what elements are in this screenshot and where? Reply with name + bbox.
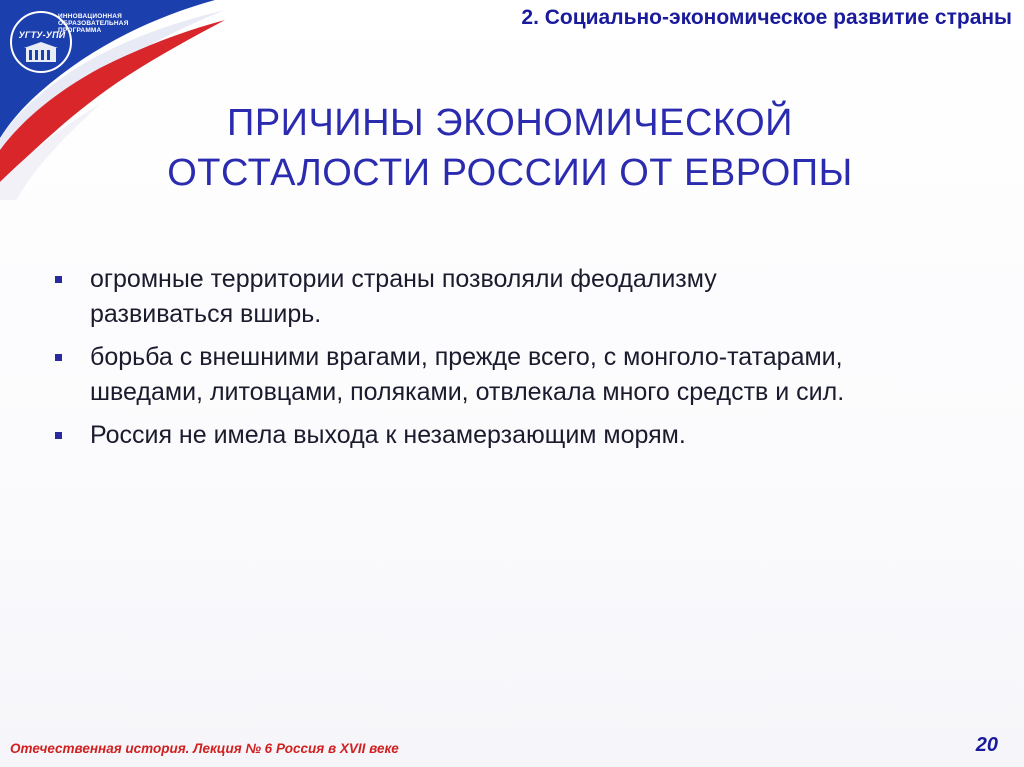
logo-line-3: ПРОГРАММА [58,27,102,34]
bullet-item [52,262,982,332]
bullet-square-icon [55,276,62,283]
bullet-square-icon [55,432,62,439]
bullet-item [52,418,982,453]
bullet-text-line-2: шведами, литовцами, поляками, отвлекала много средств и сил. [90,378,845,406]
page-number: 20 [975,734,998,756]
logo-line-1: ИННОВАЦИОННАЯ [58,13,123,20]
bullet-text-line-1: Россия не имела выхода к незамерзающим морям. [90,421,686,449]
section-title: 2. Социально-экономическое развитие страны [521,6,1012,29]
logo-text [58,13,138,34]
logo-line-2: ОБРАЗОВАТЕЛЬНАЯ [58,20,129,27]
bullet-text-line-2: развиваться вширь. [90,300,322,328]
bullet-text-line-1: огромные территории страны позволяли феодализму [90,265,717,293]
logo-badge-label: УГТУ-УПИ [18,30,66,40]
bullet-list [52,262,982,461]
footer-course-text: Отечественная история. Лекция № 6 Россия в XVII веке [10,741,399,756]
bullet-text-line-1: борьба с внешними врагами, прежде всего, с монголо-татарами, [90,343,843,371]
bullet-square-icon [55,354,62,361]
bullet-item [52,340,982,410]
slide-title-line-1: ПРИЧИНЫ ЭКОНОМИЧЕСКОЙ [227,102,793,144]
slide-title-line-2: ОТСТАЛОСТИ РОССИИ ОТ ЕВРОПЫ [167,152,853,194]
slide-title [100,98,920,198]
